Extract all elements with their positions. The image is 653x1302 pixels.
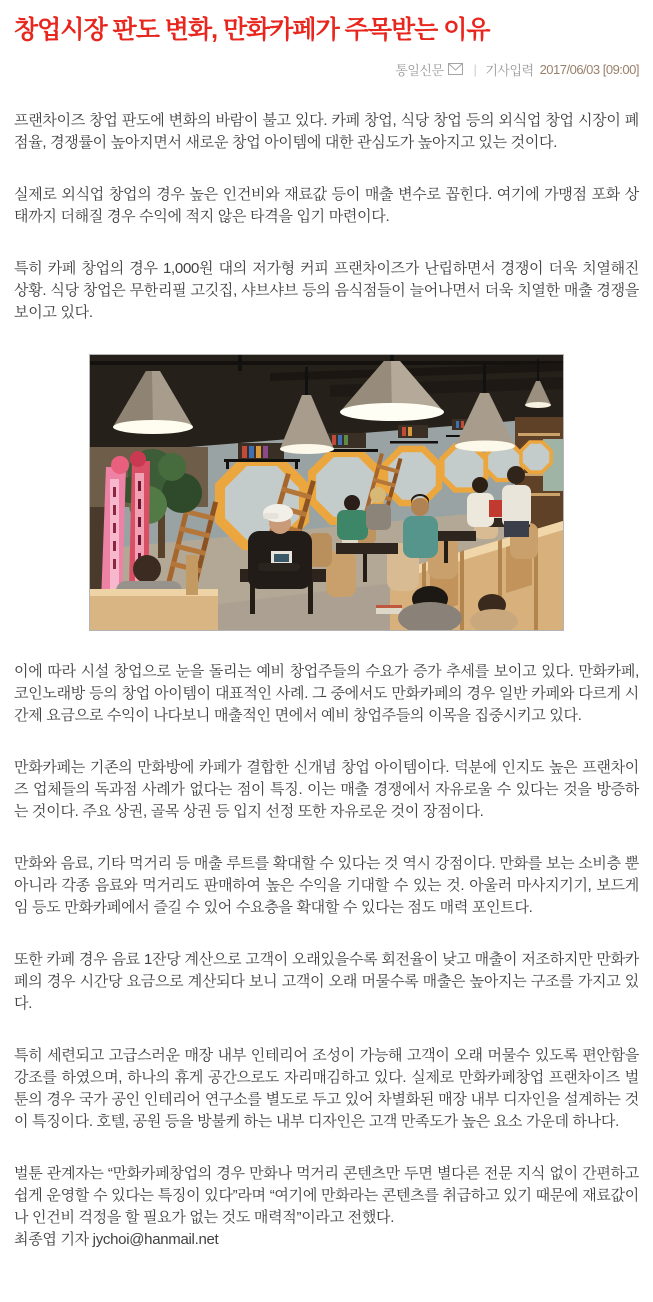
- paragraph: 벌툰 관계자는 “만화카페창업의 경우 만화나 먹거리 콘텐츠만 두면 별다른 전문 지식 없이 간편하고 쉽게 운영할 수 있다는 특징이 있다”라며 “여기에 만화라는 콘텐츠를 취급하고 있기 때문에 재료값이나 인건비 걱정을 할 필요가 없는 것도 매력적”이라고 전했다.: [14, 1165, 639, 1226]
- paragraph: 만화카페는 기존의 만화방에 카페가 결합한 신개념 창업 아이템이다. 덕분에 인지도 높은 프랜차이즈 업체들의 독과점 사례가 없다는 점이 특징. 이는 매출 경쟁에서 자유로울 수 있다는 것을 방증하는 것이다. 주요 상권, 골목 상권 등 입지 선정 또한 자유로운 것이 장점이다.: [14, 759, 639, 820]
- manga-cafe-photo-illustration: [90, 355, 563, 630]
- paragraph: 프랜차이즈 창업 판도에 변화의 바람이 불고 있다. 카페 창업, 식당 창업 등의 외식업 창업 시장이 폐점율, 경쟁률이 높아지면서 새로운 창업 아이템에 대한 관심도가 높아지고 있는 것이다.: [14, 112, 639, 151]
- envelope-icon[interactable]: [448, 63, 463, 75]
- paragraph: 또한 카페 경우 음료 1잔당 계산으로 고객이 오래있을수록 회전율이 낮고 매출이 저조하지만 만화카페의 경우 시간당 요금으로 계산되다 보니 고객이 오래 머물수록 매출은 높아지는 구조를 가지고 있다.: [14, 951, 639, 1012]
- article-photo: [89, 354, 564, 631]
- paragraph: 특히 카페 창업의 경우 1,000원 대의 저가형 커피 프랜차이즈가 난립하면서 경쟁이 더욱 치열해진 상황. 식당 창업은 무한리필 고깃집, 샤브샤브 등의 음식점들이 늘어나면서 더욱 치열한 매출 경쟁을 보이고 있다.: [14, 260, 639, 321]
- published-label: 기사입력: [485, 62, 534, 78]
- page-title: 창업시장 판도 변화, 만화카페가 주목받는 이유: [14, 16, 490, 44]
- published-datetime: 2017/06/03 [09:00]: [539, 61, 639, 77]
- paragraph: 특히 세련되고 고급스러운 매장 내부 인테리어 조성이 가능해 고객이 오래 머물수 있도록 편안함을 강조를 하였으며, 하나의 휴게 공간으로도 자리매김하고 있다. 실제로 만화카페창업 프랜차이즈 벌툰의 경우 국가 공인 인테리어 연구소를 별도로 두고 있어 차별화된 매장 내부 디자인을 설계하는 것이 특징이다. 호텔, 공원 등을 방불케 하는 내부 디자인은 고객 만족도가 높은 요소 가운데 하나다.: [14, 1047, 639, 1130]
- source-name: 통일신문: [395, 62, 444, 78]
- byline: [14, 60, 639, 78]
- paragraph: 만화와 음료, 기타 먹거리 등 매출 루트를 확대할 수 있다는 것 역시 강점이다. 만화를 보는 소비층 뿐 아니라 각종 음료와 먹거리도 판매하여 높은 수익을 기대할 수 있는 것. 아울러 마사지기기, 보드게임 등도 만화카페에서 즐길 수 있어 수요층을 확대할 수 있다는 점도 매력 포인트다.: [14, 855, 639, 916]
- paragraph: 실제로 외식업 창업의 경우 높은 인건비와 재료값 등이 매출 변수로 꼽힌다. 여기에 가맹점 포화 상태까지 더해질 경우 수익에 적지 않은 타격을 입기 마련이다.: [14, 186, 639, 225]
- paragraph: 이에 따라 시설 창업으로 눈을 돌리는 예비 창업주들의 수요가 증가 추세를 보이고 있다. 만화카페, 코인노래방 등의 창업 아이템이 대표적인 사례. 그 중에서도 만화카페의 경우 일반 카페와 다르게 시간제 요금으로 수익이 나다보니 매출적인 면에서 예비 창업주들의 이목을 집중시키고 있다.: [14, 663, 639, 724]
- article-body: [14, 110, 639, 1251]
- byline-divider: |: [473, 61, 477, 77]
- reporter-byline: 최종엽 기자 jychoi@hanmail.net: [14, 1231, 219, 1248]
